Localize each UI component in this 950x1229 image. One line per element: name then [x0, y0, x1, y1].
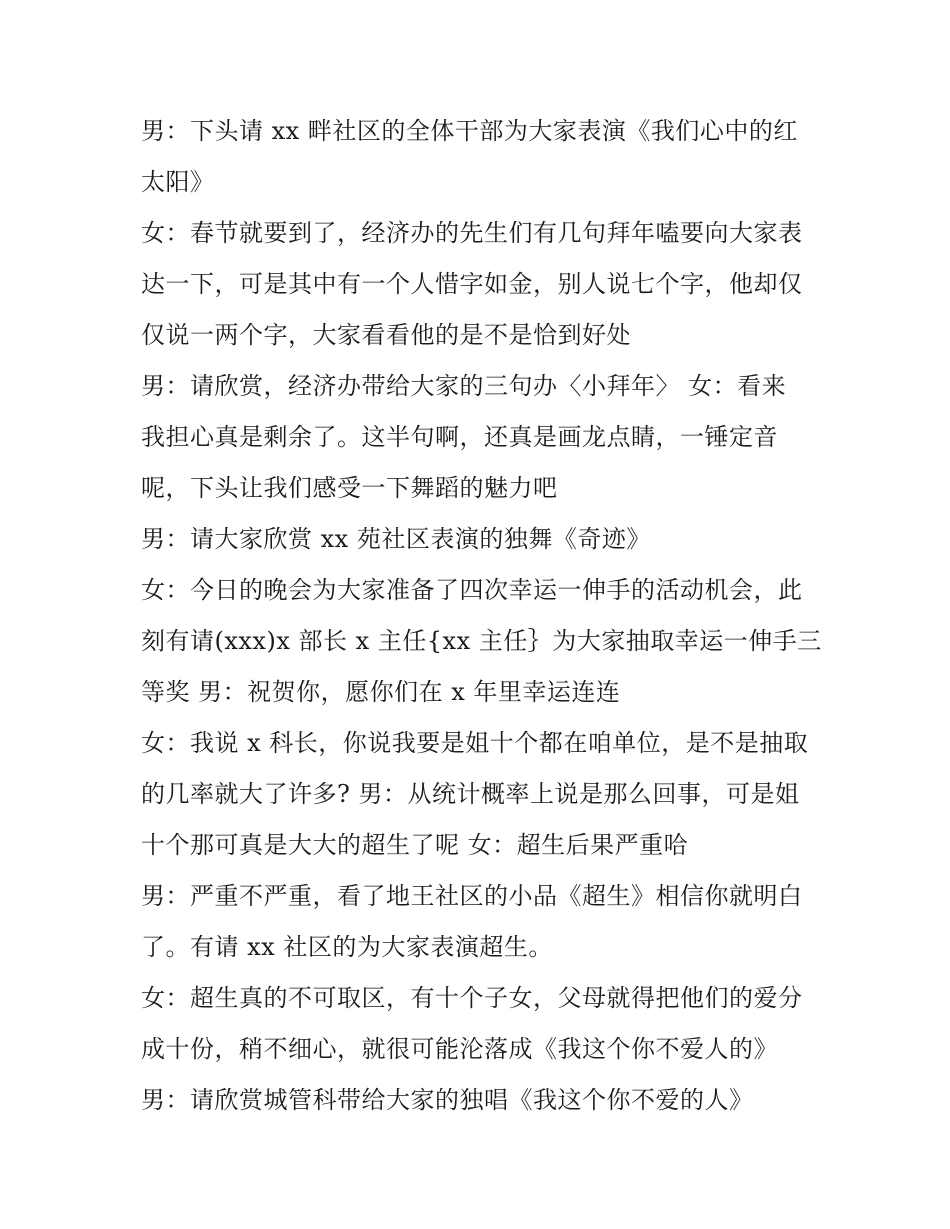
- text-line: 女：今日的晚会为大家准备了四次幸运一伸手的活动机会，此: [141, 576, 803, 604]
- text-line: 刻有请(xxx)x 部长 x 主任{xx 主任｝为大家抽取幸运一伸手三: [141, 627, 822, 655]
- text-line: 男：请欣赏，经济办带给大家的三句办〈小拜年〉 女：看来: [141, 372, 787, 400]
- text-line: 男：下头请 xx 畔社区的全体干部为大家表演《我们心中的红: [141, 117, 798, 145]
- text-line: 等奖 男：祝贺你，愿你们在 x 年里幸运连连: [141, 678, 621, 706]
- text-line: 了。有请 xx 社区的为大家表演超生。: [141, 933, 553, 961]
- text-line: 我担心真是剩余了。这半句啊，还真是画龙点睛，一锤定音: [141, 423, 778, 451]
- text-line: 成十份，稍不细心，就很可能沦落成《我这个你不爱人的》: [141, 1035, 778, 1063]
- text-line: 男：请大家欣赏 xx 苑社区表演的独舞《奇迹》: [141, 525, 651, 553]
- document-body: [141, 106, 831, 1126]
- text-line: 的几率就大了许多? 男：从统计概率上说是那么回事，可是姐: [141, 780, 800, 808]
- text-line: 女：超生真的不可取区，有十个子女，父母就得把他们的爱分: [141, 984, 803, 1012]
- text-line: 达一下，可是其中有一个人惜字如金，别人说七个字，他却仅: [141, 270, 803, 298]
- text-line: 女：我说 x 科长，你说我要是姐十个都在咱单位，是不是抽取: [141, 729, 809, 757]
- text-line: 仅说一两个字，大家看看他的是不是恰到好处: [141, 321, 631, 349]
- text-line: 太阳》: [141, 168, 215, 196]
- text-line: 女：春节就要到了，经济办的先生们有几句拜年嗑要向大家表: [141, 219, 803, 247]
- text-line: 呢，下头让我们感受一下舞蹈的魅力吧: [141, 474, 558, 502]
- text-line: 男：请欣赏城管科带给大家的独唱《我这个你不爱的人》: [141, 1086, 754, 1114]
- text-line: 男：严重不严重，看了地王社区的小品《超生》相信你就明白: [141, 882, 803, 910]
- text-line: 十个那可真是大大的超生了呢 女：超生后果严重哈: [141, 831, 689, 859]
